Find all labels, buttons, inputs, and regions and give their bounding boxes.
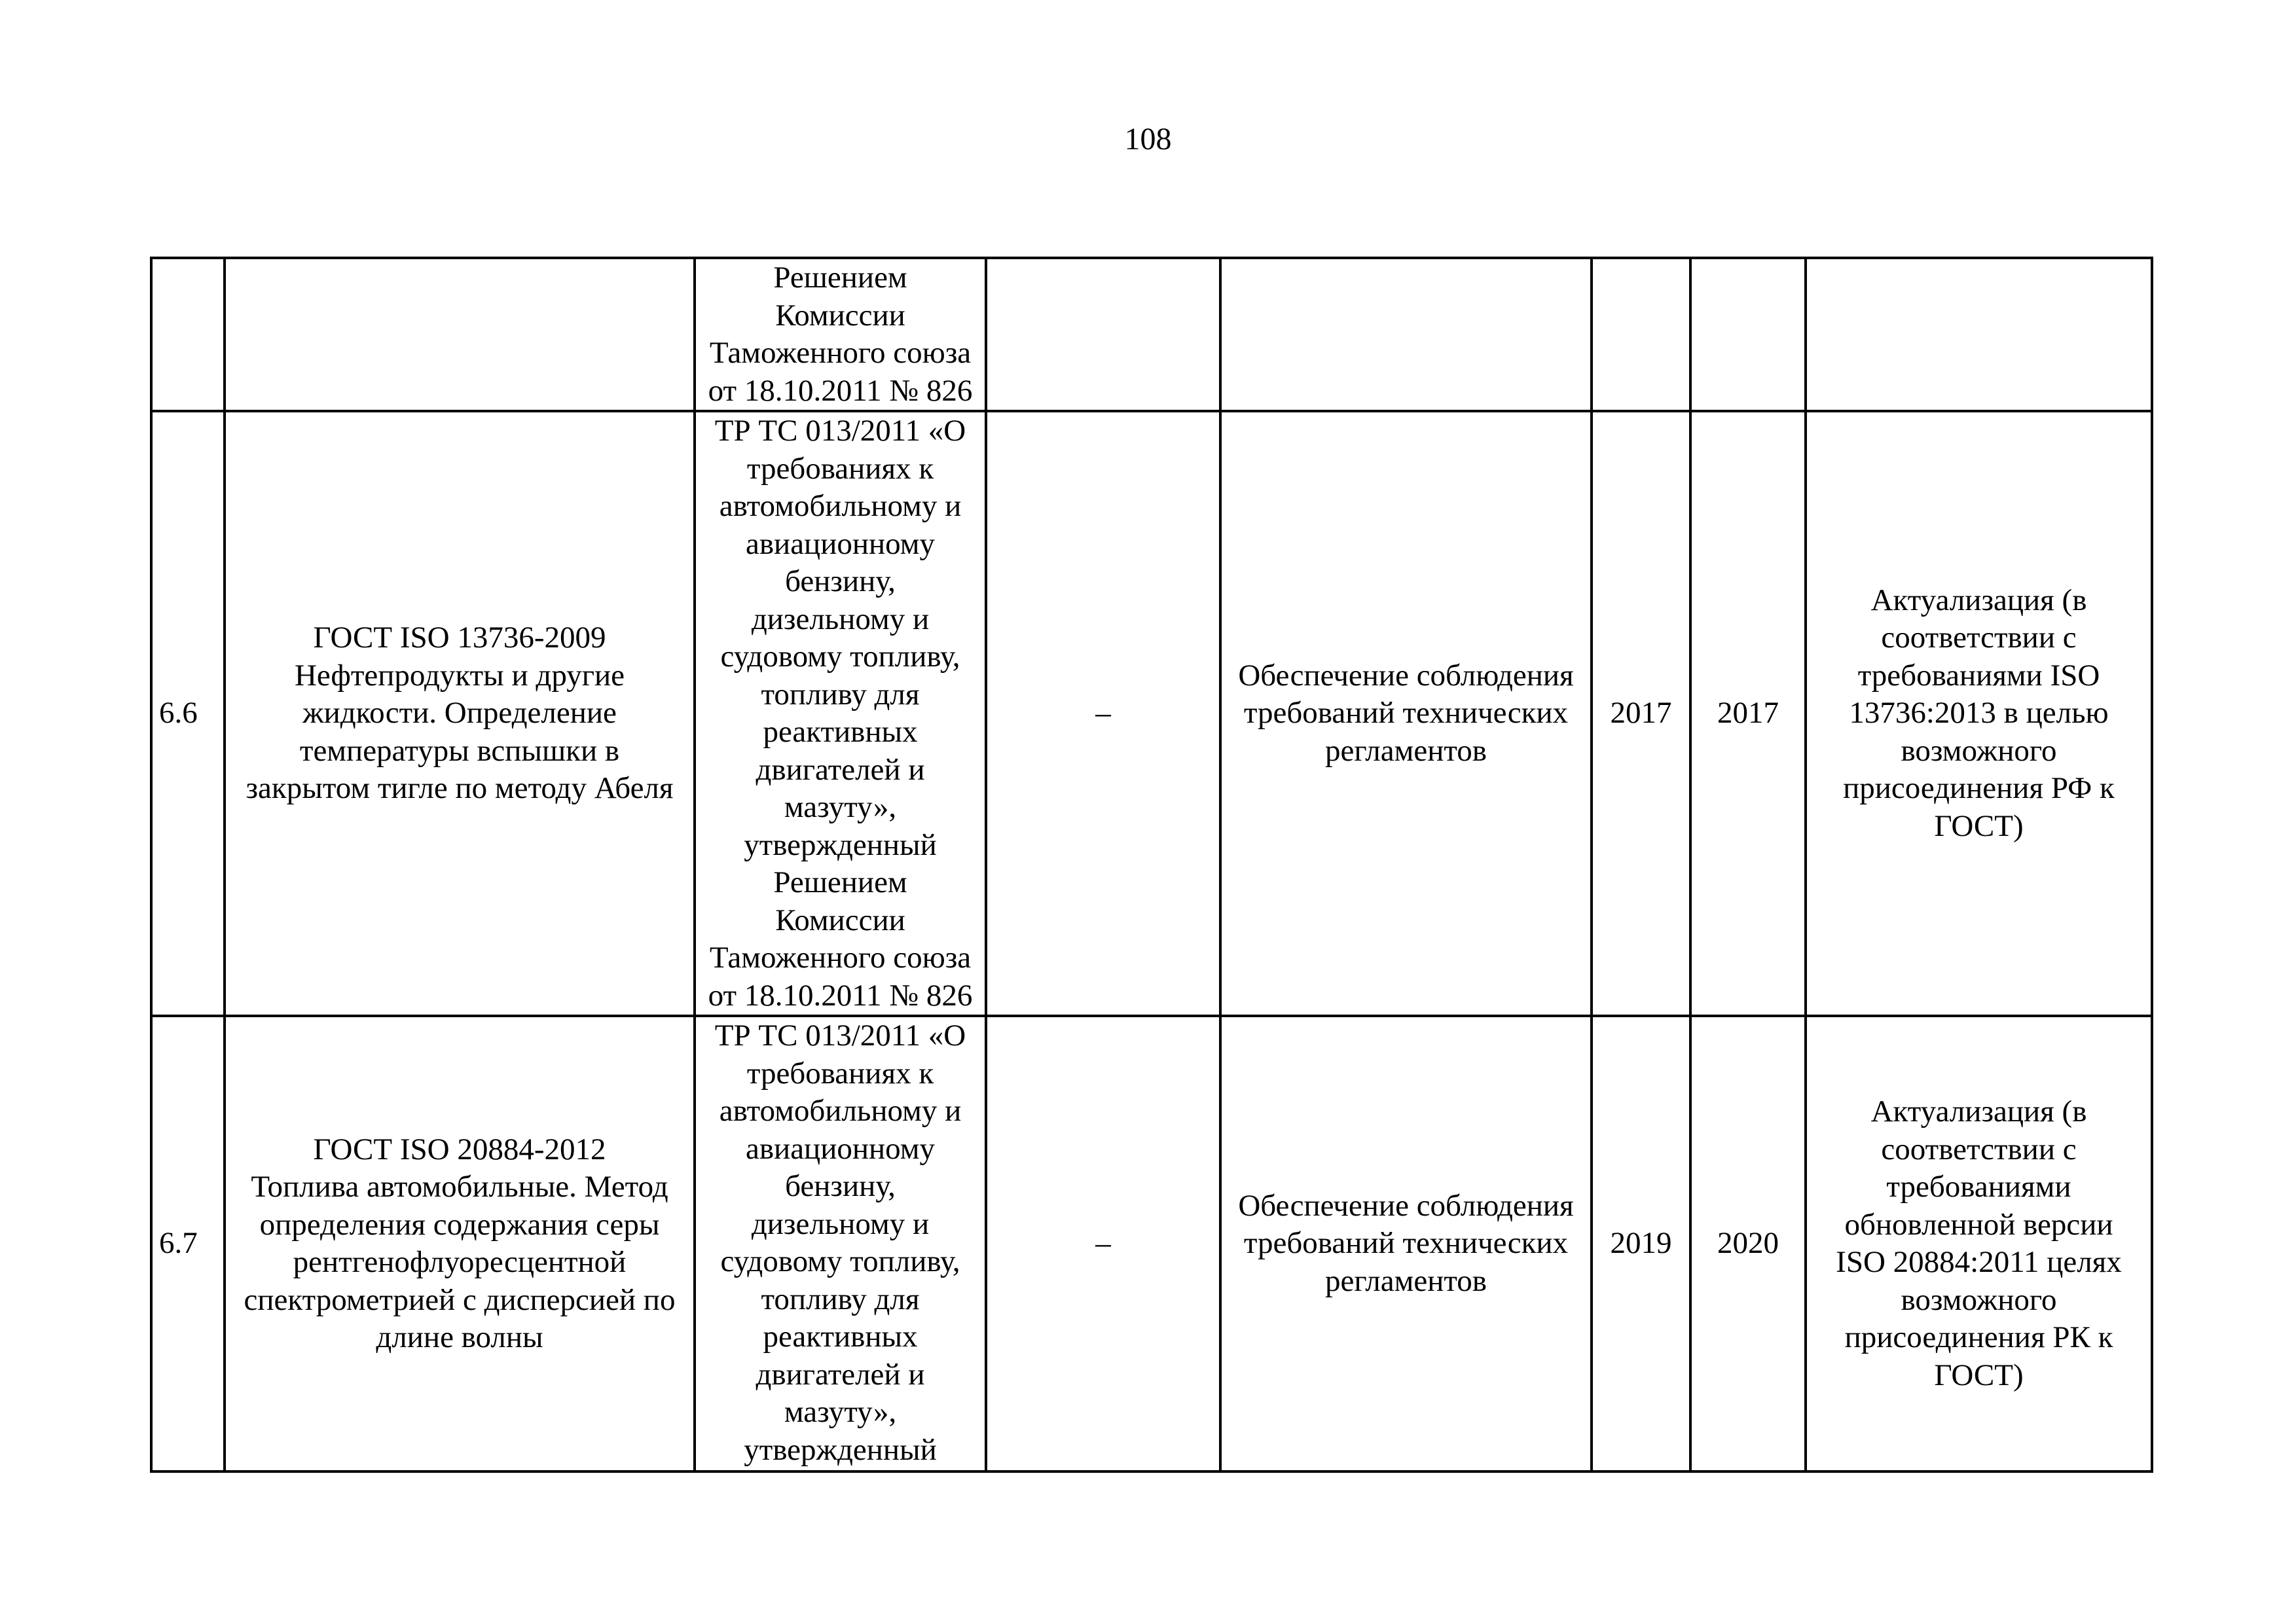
start-year-cell: 2017	[1592, 411, 1690, 1016]
table-row	[151, 411, 2152, 1016]
standard-cell	[225, 258, 695, 411]
table-row	[151, 1016, 2152, 1471]
regulation-cell: Решением Комиссии Таможенного союза от 18.10.2011 № 826	[695, 258, 986, 411]
goal-cell: Обеспечение соблюдения требований технических регламентов	[1220, 411, 1592, 1016]
start-year-cell	[1592, 258, 1690, 411]
end-year-cell	[1690, 258, 1806, 411]
regulation-cell: ТР ТС 013/2011 «О требованиях к автомобильному и авиационному бензину, дизельному и судовому топливу, топливу для реактивных двигателей и мазуту», утвержденный	[695, 1016, 986, 1471]
replaces-cell: –	[986, 411, 1220, 1016]
note-cell: Актуализация (в соответствии с требованиями обновленной версии ISO 20884:2011 целях возможного присоединения РК к ГОСТ)	[1806, 1016, 2152, 1471]
row-number-cell	[151, 258, 225, 411]
replaces-cell: –	[986, 1016, 1220, 1471]
start-year-cell: 2019	[1592, 1016, 1690, 1471]
standard-cell: ГОСТ ISO 13736-2009 Нефтепродукты и другие жидкости. Определение температуры вспышки в закрытом тигле по методу Абеля	[225, 411, 695, 1016]
note-cell	[1806, 258, 2152, 411]
row-number-cell: 6.6	[151, 411, 225, 1016]
standard-cell: ГОСТ ISO 20884-2012 Топлива автомобильные. Метод определения содержания серы рентгенофлуоресцентной спектрометрией с дисперсией по длине волны	[225, 1016, 695, 1471]
goal-cell: Обеспечение соблюдения требований технических регламентов	[1220, 1016, 1592, 1471]
replaces-cell	[986, 258, 1220, 411]
note-cell: Актуализация (в соответствии с требованиями ISO 13736:2013 в целью возможного присоединения РФ к ГОСТ)	[1806, 411, 2152, 1016]
row-number-cell: 6.7	[151, 1016, 225, 1471]
end-year-cell: 2017	[1690, 411, 1806, 1016]
end-year-cell: 2020	[1690, 1016, 1806, 1471]
regulation-cell: ТР ТС 013/2011 «О требованиях к автомобильному и авиационному бензину, дизельному и судовому топливу, топливу для реактивных двигателей и мазуту», утвержденный Решением Комиссии Таможенного союза от 18.10.2011 № 826	[695, 411, 986, 1016]
table-row	[151, 258, 2152, 411]
page-number: 108	[1124, 122, 1172, 156]
standards-table	[150, 257, 2153, 1473]
goal-cell	[1220, 258, 1592, 411]
